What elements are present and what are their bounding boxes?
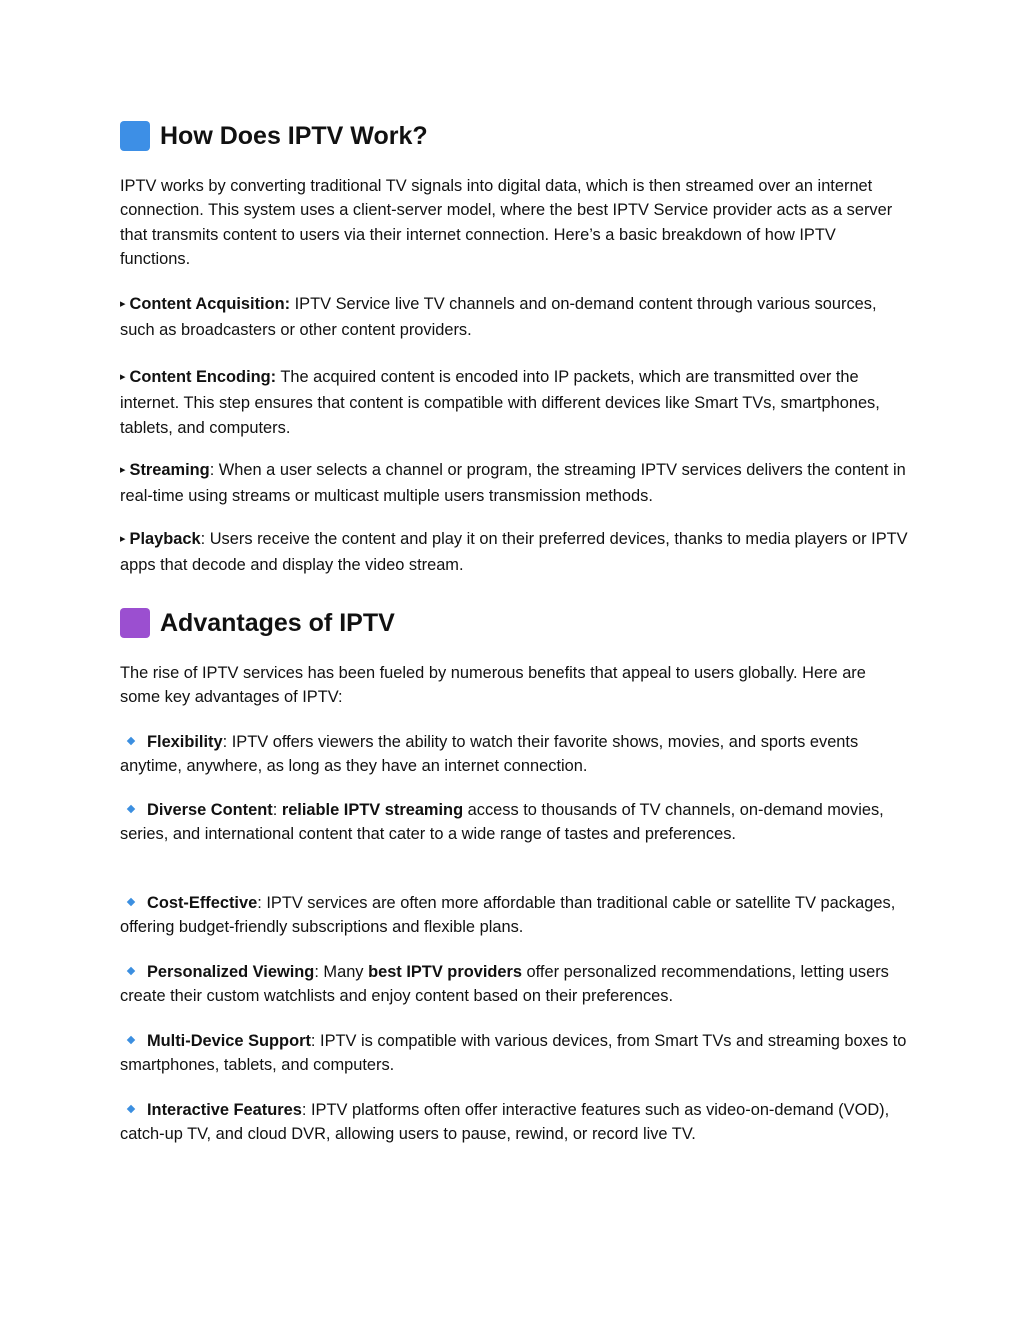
- step-text: : Users receive the content and play it on their preferred devices, thanks to media players or IPTV apps that decode and display the video stream.: [120, 530, 908, 575]
- triangle-bullet-icon: ▸: [120, 298, 126, 310]
- blue-diamond-icon: [127, 898, 135, 906]
- section-heading-how-iptv-works: [120, 121, 428, 151]
- advantage-text: : IPTV services are often more affordable than traditional cable or satellite TV packages, offering budget-friendly subscriptions and flexible plans.: [120, 894, 896, 937]
- advantage-text: access to thousands of TV channels, on-demand movies, series, and international content that cater to a wide range of tastes and preferences.: [120, 801, 884, 844]
- blue-diamond-icon: [127, 805, 135, 813]
- step-label: Playback: [129, 530, 201, 548]
- advantage-text: offer personalized recommendations, letting users create their custom watchlists and enjoy content based on their preferences.: [120, 963, 889, 1006]
- highlight-text: reliable IPTV streaming: [281, 801, 464, 819]
- advantage-label: Diverse Content: [147, 801, 273, 819]
- advantage-label: Flexibility: [147, 733, 223, 751]
- step-text: The acquired content is encoded into IP packets, which are transmitted over the internet. This step ensures that content is compatible with different devices like Smart TVs, smartphones, tablets, and computers.: [120, 368, 880, 437]
- advantage-text: : IPTV is compatible with various devices, from Smart TVs and streaming boxes to smartphones, tablets, and computers.: [120, 1032, 907, 1075]
- step-text: IPTV Service live TV channels and on-demand content through various sources, such as broadcasters or other content providers.: [120, 295, 877, 340]
- blue-diamond-icon: [127, 1105, 135, 1113]
- highlight-text: best IPTV providers: [368, 963, 522, 981]
- triangle-bullet-icon: ▸: [120, 533, 126, 545]
- advantage-flexibility: [120, 730, 910, 779]
- heading-text: How Does IPTV Work?: [160, 122, 428, 150]
- step-text: : When a user selects a channel or program, the streaming IPTV services delivers the content in real-time using streams or multicast multiple users transmission methods.: [120, 461, 906, 506]
- triangle-bullet-icon: ▸: [120, 464, 126, 476]
- advantages-intro: The rise of IPTV services has been fueled by numerous benefits that appeal to users globally. Here are some key advantages of IPTV:: [120, 664, 866, 707]
- advantage-separator: :: [272, 801, 282, 819]
- advantage-cost-effective: [120, 891, 910, 940]
- advantage-separator: : Many: [314, 963, 369, 981]
- advantage-diverse-content: [120, 798, 910, 847]
- blue-diamond-icon: [127, 1036, 135, 1044]
- advantage-text: : IPTV offers viewers the ability to watch their favorite shows, movies, and sports events anytime, anywhere, as long as they have an internet connection.: [120, 733, 859, 776]
- purple-square-icon: [120, 608, 150, 638]
- step-label: Content Acquisition:: [129, 295, 291, 313]
- advantage-personalized-viewing: [120, 960, 910, 1009]
- advantage-multi-device: [120, 1029, 910, 1078]
- advantage-text: : IPTV platforms often offer interactive features such as video-on-demand (VOD), catch-up TV, and cloud DVR, allowing users to pause, rewind, or record live TV.: [120, 1101, 890, 1144]
- heading-text: Advantages of IPTV: [160, 609, 395, 637]
- blue-diamond-icon: [127, 967, 135, 975]
- step-streaming: [120, 458, 910, 509]
- triangle-bullet-icon: ▸: [120, 371, 126, 383]
- step-label: Streaming: [129, 461, 210, 479]
- step-label: Content Encoding:: [129, 368, 277, 386]
- intro-paragraph: IPTV works by converting traditional TV signals into digital data, which is then streamed over an internet connection. This system uses a client-server model, where the best IPTV Service provider acts as a server that transmits content to users via their internet connection. Here’s a basic breakdown of how IPTV functions.: [120, 177, 893, 269]
- step-content-encoding: [120, 365, 910, 440]
- blue-square-icon: [120, 121, 150, 151]
- advantage-label: Multi-Device Support: [147, 1032, 311, 1050]
- blue-diamond-icon: [127, 737, 135, 745]
- advantage-label: Cost-Effective: [147, 894, 258, 912]
- advantage-label: Personalized Viewing: [147, 963, 315, 981]
- step-content-acquisition: [120, 292, 910, 343]
- advantage-label: Interactive Features: [147, 1101, 302, 1119]
- advantage-interactive-features: [120, 1098, 910, 1147]
- step-playback: [120, 527, 910, 578]
- section-heading-advantages: [120, 608, 395, 638]
